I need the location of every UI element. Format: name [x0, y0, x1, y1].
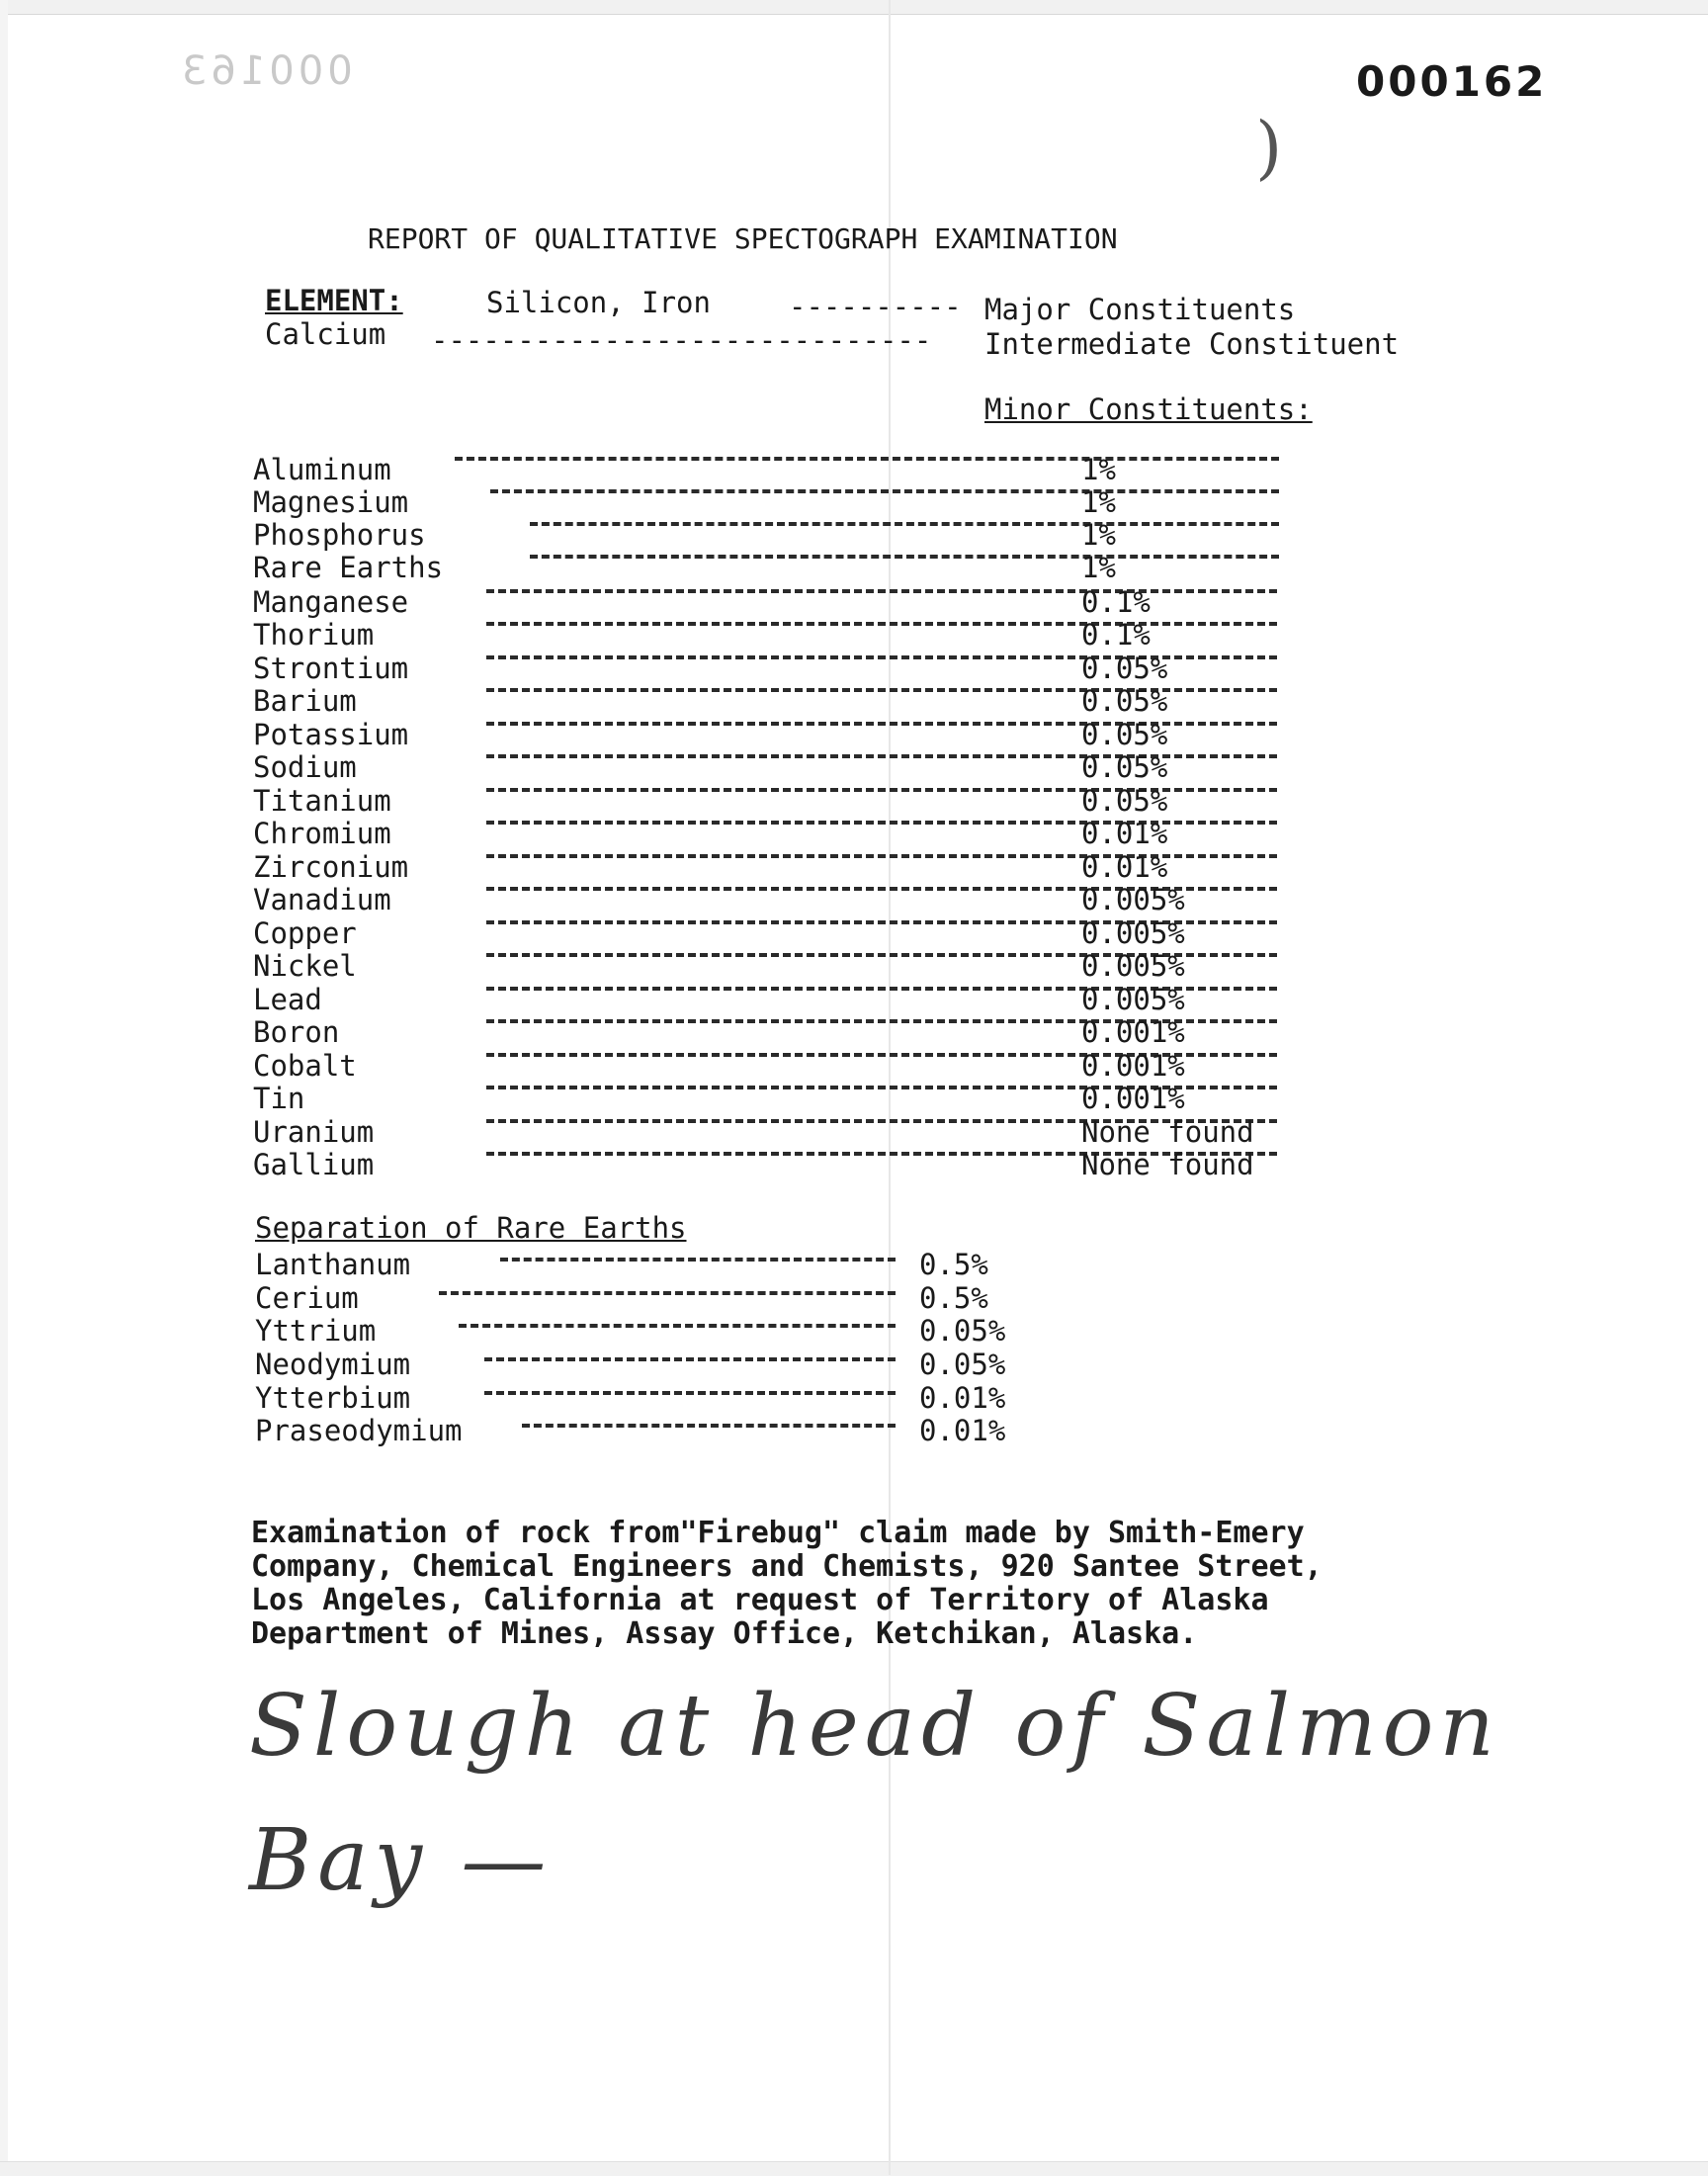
element-name: Vanadium [253, 883, 391, 916]
element-name: Chromium [253, 817, 391, 850]
element-value: 0.05% [1081, 684, 1168, 718]
intermediate-leader-dashes: ----------------------------- [431, 323, 932, 357]
element-name: Ytterbium [255, 1381, 411, 1415]
rare-row [255, 1381, 1046, 1413]
minor-row [253, 1049, 1340, 1081]
leader-dashes [486, 622, 1277, 628]
minor-row [253, 551, 1340, 582]
minor-row [253, 883, 1340, 914]
element-name: Manganese [253, 585, 409, 619]
element-name: Thorium [253, 618, 375, 652]
element-value: 0.01% [1081, 850, 1168, 884]
major-elements: Silicon, Iron [486, 286, 711, 319]
element-name: Phosphorus [253, 518, 426, 552]
leader-dashes [486, 589, 1277, 595]
element-value: 1% [1081, 551, 1116, 584]
leader-dashes [455, 457, 1279, 463]
minor-row [253, 784, 1340, 816]
element-name: Aluminum [253, 453, 391, 486]
element-name: Lead [253, 983, 322, 1016]
element-name: Barium [253, 684, 357, 718]
leader-dashes [530, 522, 1279, 528]
minor-row [253, 916, 1340, 948]
rare-row [255, 1414, 1046, 1445]
element-name: Copper [253, 916, 357, 950]
rare-row [255, 1281, 1046, 1313]
minor-constituents-heading: Minor Constituents: [984, 392, 1313, 426]
minor-row [253, 1082, 1340, 1113]
element-name: Praseodymium [255, 1414, 463, 1447]
element-name: Zirconium [253, 850, 409, 884]
minor-row [253, 684, 1340, 716]
minor-row [253, 1015, 1340, 1047]
rare-row [255, 1248, 1046, 1279]
minor-row [253, 949, 1340, 981]
element-value: 0.05% [1081, 718, 1168, 751]
element-value: 0.005% [1081, 916, 1185, 950]
element-name: Nickel [253, 949, 357, 983]
element-value: 1% [1081, 518, 1116, 552]
element-name: Cerium [255, 1281, 359, 1315]
rare-row [255, 1314, 1046, 1346]
minor-row [253, 983, 1340, 1014]
leader-dashes [500, 1258, 896, 1263]
intermediate-constituent-label: Intermediate Constituent [984, 327, 1400, 361]
element-value: 0.05% [1081, 784, 1168, 818]
element-name: Titanium [253, 784, 391, 818]
element-value: 0.1% [1081, 618, 1151, 652]
element-value: None found [1081, 1148, 1254, 1181]
intermediate-element: Calcium [265, 317, 386, 351]
bleed-through-number: 000163 [178, 48, 353, 94]
leader-dashes [484, 1357, 896, 1363]
leader-dashes [439, 1291, 896, 1297]
element-name: Cobalt [253, 1049, 357, 1083]
element-value: 0.05% [919, 1314, 1006, 1348]
minor-row [253, 817, 1340, 848]
minor-row [253, 453, 1340, 484]
minor-row [253, 1148, 1340, 1179]
element-name: Tin [253, 1082, 305, 1115]
minor-row [253, 750, 1340, 782]
minor-row [253, 652, 1340, 683]
scan-edge-top [0, 0, 1708, 15]
element-name: Strontium [253, 652, 409, 685]
major-constituents-label: Major Constituents [984, 293, 1296, 326]
rare-earths-heading: Separation of Rare Earths [255, 1211, 687, 1245]
element-value: 0.05% [919, 1348, 1006, 1381]
minor-row [253, 850, 1340, 882]
check-mark-icon: ) [1255, 107, 1283, 188]
element-value: 1% [1081, 453, 1116, 486]
element-name: Lanthanum [255, 1248, 411, 1281]
scan-edge-bottom [0, 2161, 1708, 2176]
element-value: 0.001% [1081, 1049, 1185, 1083]
minor-row [253, 718, 1340, 749]
examination-note: Examination of rock from"Firebug" claim made by Smith-Emery Company, Chemical Engineers and Chemists, 920 Santee Street, Los Angeles, California at request of Territory of Alaska Department of Mines, Assay Office, Ketchikan, Alaska. [251, 1516, 1323, 1651]
report-title: REPORT OF QUALITATIVE SPECTOGRAPH EXAMINATION [368, 222, 1118, 255]
element-value: 1% [1081, 485, 1116, 519]
leader-dashes [530, 555, 1279, 561]
element-value: 0.005% [1081, 949, 1185, 983]
element-name: Neodymium [255, 1348, 411, 1381]
minor-row [253, 1115, 1340, 1147]
element-value: 0.001% [1081, 1082, 1185, 1115]
element-value: 0.5% [919, 1281, 988, 1315]
leader-dashes [484, 1391, 896, 1397]
element-value: 0.5% [919, 1248, 988, 1281]
leader-dashes [459, 1324, 896, 1330]
element-name: Rare Earths [253, 551, 444, 584]
element-name: Boron [253, 1015, 340, 1049]
element-value: 0.001% [1081, 1015, 1185, 1049]
minor-row [253, 485, 1340, 517]
element-value: 0.01% [919, 1414, 1006, 1447]
element-name: Yttrium [255, 1314, 377, 1348]
minor-row [253, 618, 1340, 650]
element-value: 0.05% [1081, 652, 1168, 685]
element-name: Magnesium [253, 485, 409, 519]
leader-dashes [522, 1424, 896, 1430]
minor-row [253, 585, 1340, 617]
element-value: None found [1081, 1115, 1254, 1149]
element-name: Potassium [253, 718, 409, 751]
scan-edge-left [0, 0, 8, 2175]
element-label: ELEMENT: [265, 284, 403, 317]
rare-row [255, 1348, 1046, 1379]
major-leader-dashes: ---------- [789, 290, 962, 323]
element-value: 0.01% [919, 1381, 1006, 1415]
element-name: Gallium [253, 1148, 375, 1181]
element-name: Uranium [253, 1115, 375, 1149]
element-value: 0.1% [1081, 585, 1151, 619]
page-number: 000162 [1356, 57, 1548, 106]
element-value: 0.005% [1081, 883, 1185, 916]
minor-row [253, 518, 1340, 550]
handwritten-note-line-1: Slough at head of Salmon [249, 1677, 1500, 1776]
element-value: 0.01% [1081, 817, 1168, 850]
element-value: 0.05% [1081, 750, 1168, 784]
handwritten-note-line-2: Bay — [249, 1811, 553, 1910]
element-value: 0.005% [1081, 983, 1185, 1016]
leader-dashes [490, 489, 1279, 495]
element-name: Sodium [253, 750, 357, 784]
